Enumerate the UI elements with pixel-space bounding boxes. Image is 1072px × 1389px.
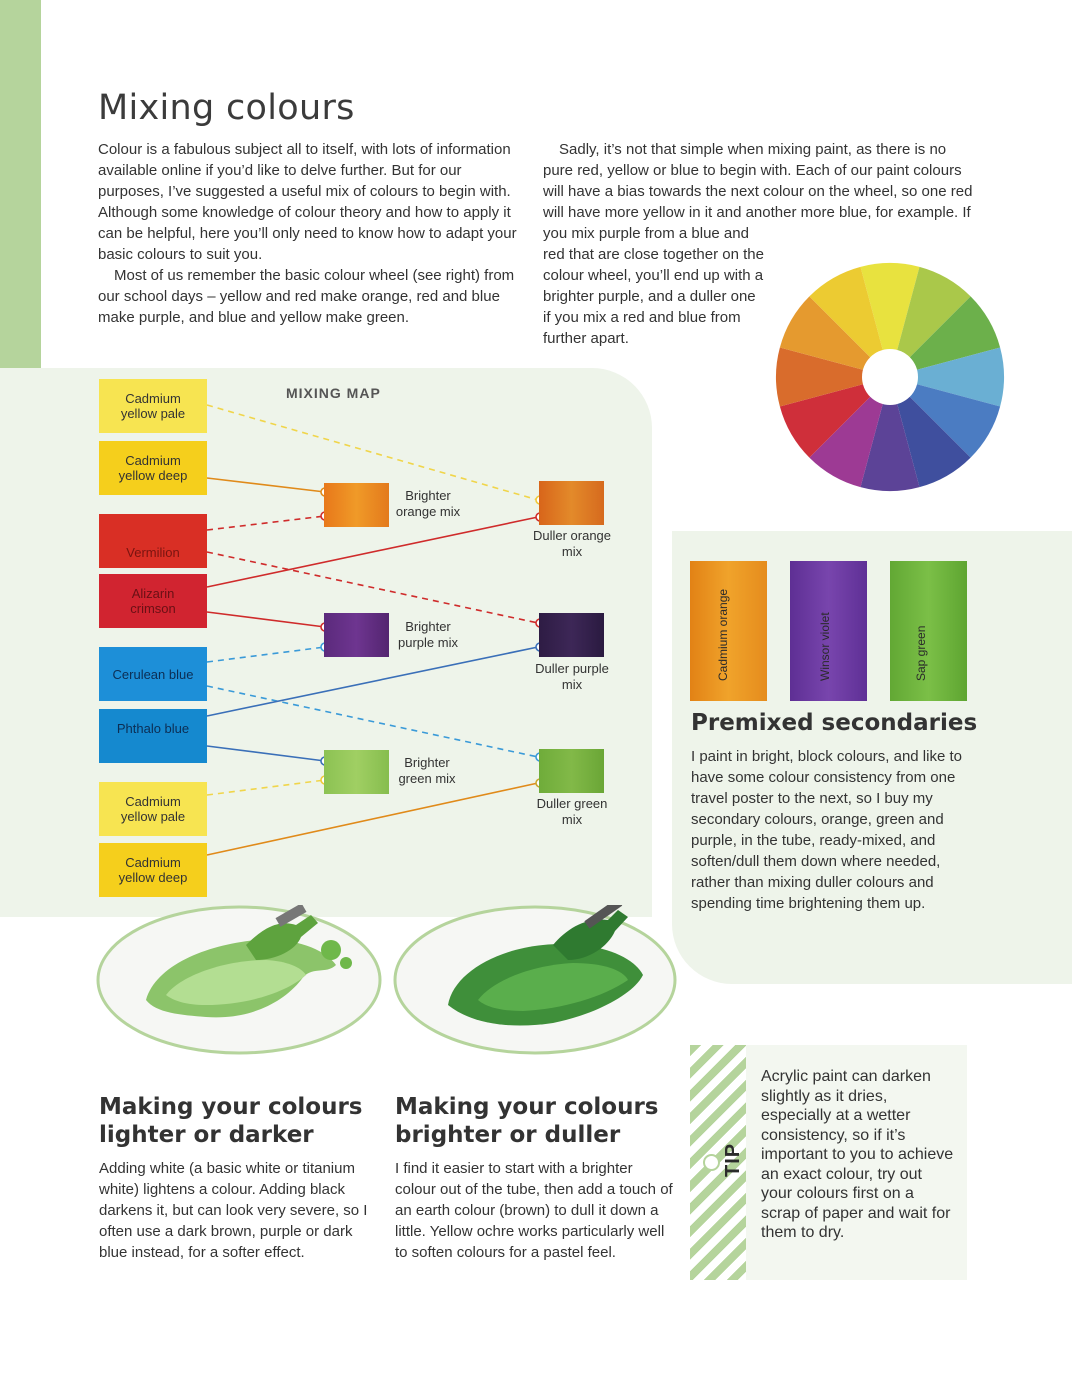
- brighter-duller-text: I find it easier to start with a brighter colour out of the tube, then add a touch of an earth colour (brown) to dull it down a little. Yellow ochre works particularly well to soften colours for a pastel feel.: [395, 1160, 673, 1261]
- page-title: Mixing colours: [98, 88, 355, 128]
- swatch-phthalo-blue: Phthalo blue: [99, 709, 207, 763]
- label-duller-purple-mix: Duller purple mix: [535, 661, 609, 692]
- intro-line-1: red that are close together on the: [543, 246, 764, 263]
- lighter-darker-heading-line-1: Making your colours: [99, 1094, 363, 1120]
- line-yellow-deep-to-brighter-orange: [207, 478, 325, 492]
- tip-text: Acrylic paint can darken slightly as it dries, especially at a wetter consistency, so if it’s important to you to achieve an exact colour, try out your colours first on a scrap of paper and wait for them to dry.: [761, 1068, 954, 1241]
- brighter-duller-heading-line-2: brighter or duller: [395, 1122, 621, 1148]
- swatch-alizarin-crimson: Alizarin crimson: [99, 574, 207, 628]
- line-yellow-pale-to-brighter-green: [207, 780, 325, 795]
- swatch-brighter-purple-mix: [324, 613, 389, 657]
- line-cerulean-to-duller-green: [207, 686, 538, 757]
- intro-line-5: further apart.: [543, 330, 629, 347]
- swatch-cadmium-yellow-deep-1: Cadmium yellow deep: [99, 441, 207, 495]
- intro-line-2: colour wheel, you’ll end up with a: [543, 267, 764, 284]
- swatch-vermilion: Vermilion: [99, 514, 207, 568]
- label-winsor-violet: Winsor violet: [818, 612, 832, 681]
- swatch-cerulean-blue: Cerulean blue: [99, 647, 207, 701]
- label-duller-green-mix: Duller green mix: [536, 796, 608, 827]
- swatch-cadmium-orange: [690, 561, 767, 701]
- brighter-duller-heading: [395, 1093, 658, 1149]
- label-sap-green: Sap green: [914, 625, 928, 681]
- swatch-cadmium-yellow-deep-2: Cadmium yellow deep: [99, 843, 207, 897]
- swatch-duller-green-mix: [539, 749, 604, 793]
- line-phthalo-to-duller-purple: [207, 647, 538, 716]
- line-cerulean-to-brighter-purple: [207, 647, 325, 662]
- line-phthalo-to-brighter-green: [207, 746, 325, 761]
- intro-line-3: brighter purple, and a duller one: [543, 288, 756, 305]
- photo-green-paint-light: [96, 905, 382, 1055]
- swatch-sap-green: [890, 561, 967, 701]
- intro-line-4: if you mix a red and blue from: [543, 309, 741, 326]
- line-alizarin-to-duller-orange: [207, 517, 538, 587]
- swatch-cadmium-yellow-pale-1: Cadmium yellow pale: [99, 379, 207, 433]
- tip-circle-icon: [703, 1154, 720, 1171]
- premixed-heading: Premixed secondaries: [691, 710, 978, 736]
- swatch-duller-purple-mix: [539, 613, 604, 657]
- label-cadmium-orange: Cadmium orange: [716, 588, 730, 681]
- premixed-text: I paint in bright, block colours, and like to have some colour consistency from one travel poster to the next, so I buy my secondary colours, orange, green and purple, in the tube, ready-mixed, and soften/dull them down where needed, rather than mixing duller colours and spending time brightening them up.: [691, 748, 962, 912]
- intro-paragraph-3: Sadly, it’s not that simple when mixing paint, as there is no pure red, yellow or blue to begin with. Each of our paint colours will have a bias towards the next colour on the wheel, so one red will have more yellow in it and another more blue, for example. If you mix purple from a blue and: [543, 141, 973, 242]
- swatch-winsor-violet: [790, 561, 867, 701]
- intro-paragraph-1: Colour is a fabulous subject all to itself, with lots of information available online if you’d like to delve further. But for our purposes, I’ve suggested a useful mix of colours to begin with. Although some knowledge of colour theory and how to apply it can be helpful, here you’ll only need to know how to adapt your basic colours to suit you.: [98, 141, 517, 263]
- swatch-cadmium-yellow-pale-2: Cadmium yellow pale: [99, 782, 207, 836]
- mixing-map-title: MIXING MAP: [286, 385, 381, 401]
- label-brighter-purple-mix: Brighter purple mix: [398, 619, 458, 650]
- label-brighter-orange-mix: Brighter orange mix: [395, 488, 461, 519]
- intro-paragraph-2: Most of us remember the basic colour wheel (see right) from our school days – yellow and red make orange, red and blue make purple, and blue and yellow make green.: [98, 267, 515, 326]
- line-alizarin-to-brighter-purple: [207, 612, 325, 627]
- lighter-darker-text: Adding white (a basic white or titanium white) lightens a colour. Adding black darkens it, but can look very severe, so I often use a dark brown, purple or dark blue instead, for a softer effect.: [99, 1160, 368, 1261]
- tip-label: TIP: [722, 1142, 744, 1177]
- line-vermilion-to-brighter-orange: [207, 516, 325, 530]
- label-duller-orange-mix: Duller orange mix: [532, 528, 612, 559]
- brighter-duller-heading-line-1: Making your colours: [395, 1094, 659, 1120]
- label-brighter-green-mix: Brighter green mix: [398, 755, 456, 786]
- swatch-brighter-orange-mix: [324, 483, 389, 527]
- lighter-darker-heading: [99, 1093, 362, 1149]
- swatch-brighter-green-mix: [324, 750, 389, 794]
- swatch-duller-orange-mix: [539, 481, 604, 525]
- photo-green-paint-dark: [393, 905, 677, 1055]
- lighter-darker-heading-line-2: lighter or darker: [99, 1122, 314, 1148]
